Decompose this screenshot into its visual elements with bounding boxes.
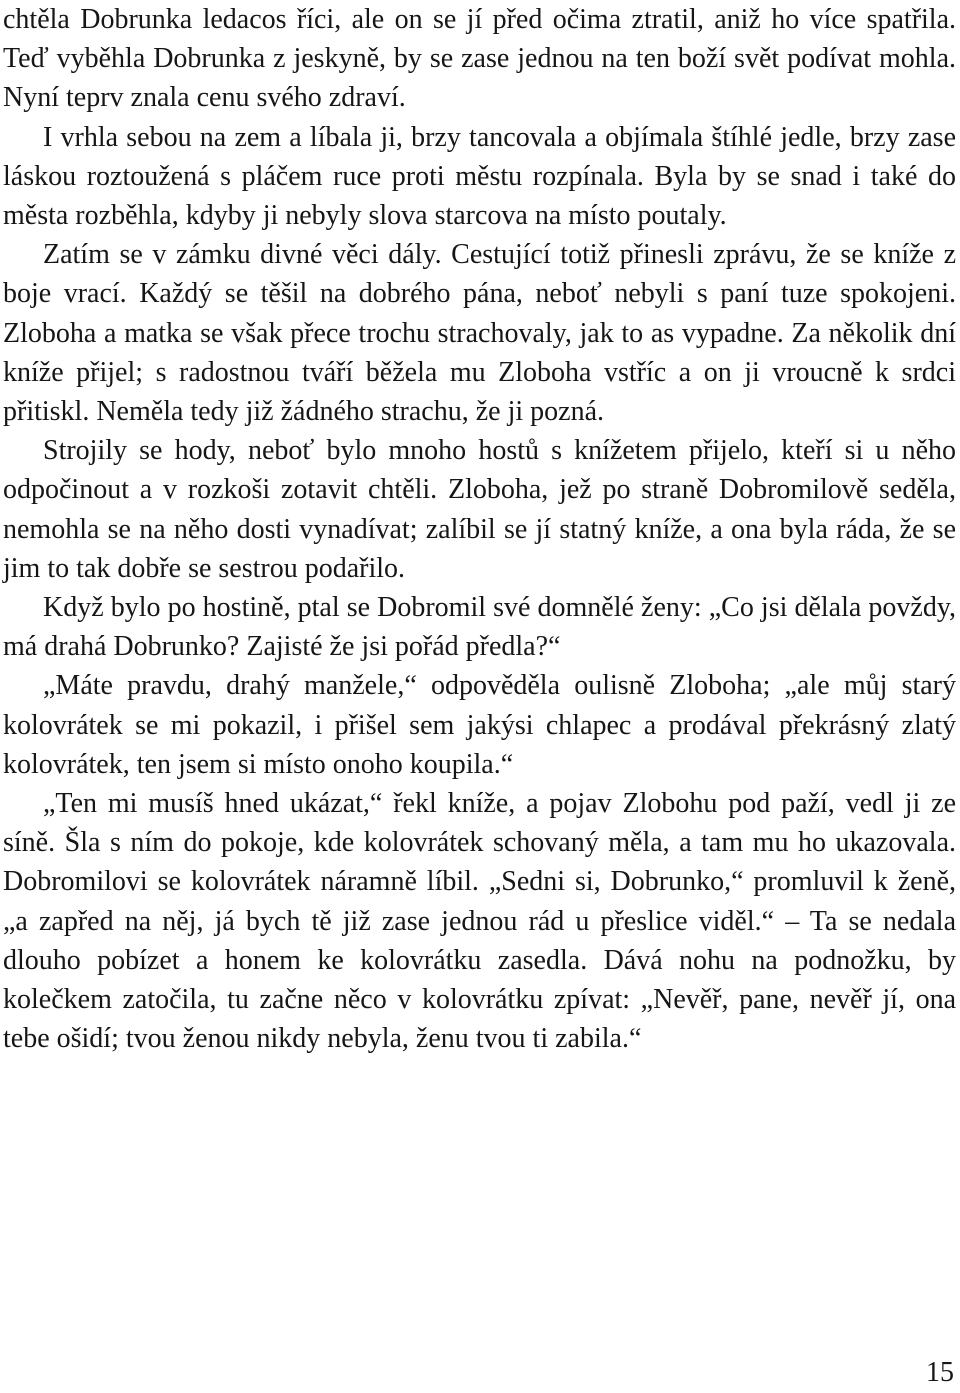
paragraph-5: Když bylo po hostině, ptal se Dobromil své domnělé ženy: „Co jsi dělala povždy, má drahá Dobrunko? Zajisté že jsi pořád předla?“ xyxy=(3,592,956,663)
paragraph-3: Zatím se v zámku divné věci dály. Cestující totiž přinesli zprávu, že se kníže z boje vrací. Každý se těšil na dobrého pána, neboť nebyli s paní tuze spokojeni. Zloboha a matka se však přece trochu strachovaly, jak to as vypadne. Za několik dní kníže přijel; s radostnou tváří běžela mu Zloboha vstříc a on ji vroucně k srdci přitiskl. Neměla tedy již žádného strachu, že ji pozná. xyxy=(3,239,956,428)
body-text xyxy=(3,0,956,1058)
paragraph-1: chtěla Dobrunka ledacos říci, ale on se jí před očima ztratil, aniž ho více spatřila. Teď vyběhla Dobrunka z jeskyně, by se zase jednou na ten boží svět podívat mohla. Nyní teprv znala cenu svého zdraví. xyxy=(3,4,956,114)
paragraph-2: I vrhla sebou na zem a líbala ji, brzy tancovala a objímala štíhlé jedle, brzy zase láskou roztoužená s pláčem ruce proti městu rozpínala. Byla by se snad i také do města rozběhla, kdyby ji nebyly slova starcova na místo poutaly. xyxy=(3,121,956,232)
page-number: 15 xyxy=(926,1357,954,1388)
paragraph-7: „Ten mi musíš hned ukázat,“ řekl kníže, a pojav Zlobohu pod paží, vedl ji ze síně. Šla s ním do pokoje, kde kolovrátek schovaný měla, a tam mu ho ukazovala. Dobromilovi se kolovrátek náramně líbil. „Sedni si, Dobrunko,“ promluvil k ženě, „a zapřed na něj, já bych tě již zase jednou rád u přeslice viděl.“ – Ta se nedala dlouho pobízet a honem ke kolovrátku zasedla. Dává nohu na podnožku, by kolečkem zatočila, tu začne něco v kolovrátku zpívat: „Nevěř, pane, nevěř jí, ona tebe ošidí; tvou ženou nikdy nebyla, ženu tvou ti zabila.“ xyxy=(3,788,956,1055)
paragraph-6: „Máte pravdu, drahý manželе,“ odpověděla oulisně Zloboha; „ale můj starý kolovrátek se mi pokazil, i přišel sem jakýsi chlapec a prodával překrásný zlatý kolovrátek, ten jsem si místo onoho koupila.“ xyxy=(3,670,956,780)
paragraph-4: Strojily se hody, neboť bylo mnoho hostů s knížetem přijelo, kteří si u něho odpočinout a v rozkoši zotavit chtěli. Zloboha, jež po straně Dobromilově seděla, nemohla se na něho dosti vynadívat; zalíbil se jí statný kníže, a ona byla ráda, že se jim to tak dobře se sestrou podařilo. xyxy=(3,435,956,584)
